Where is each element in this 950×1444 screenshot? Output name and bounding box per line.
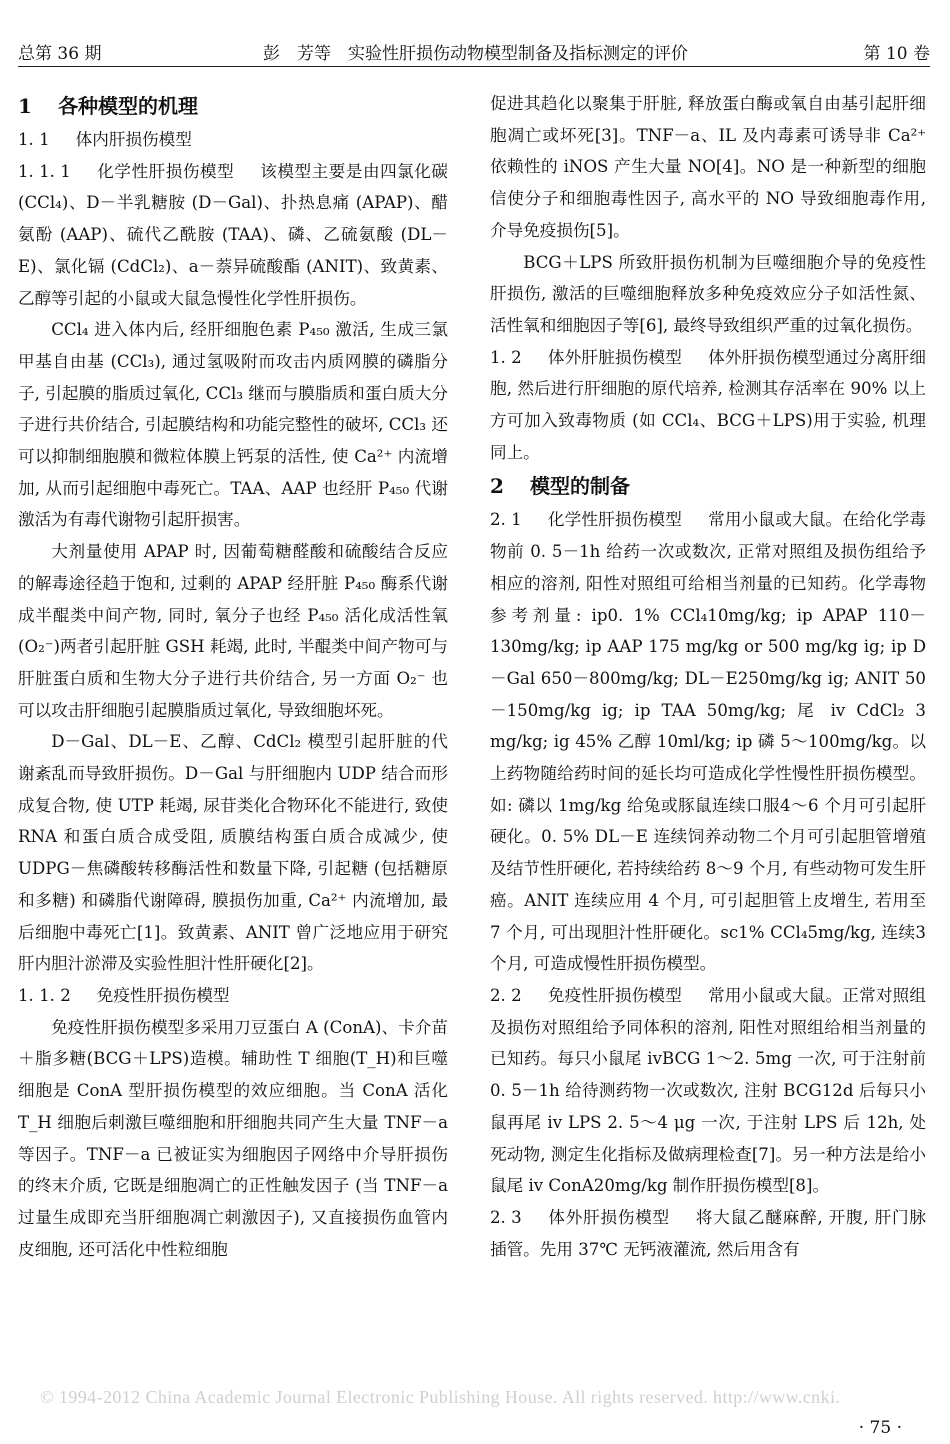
copyright-watermark: © 1994-2012 China Academic Journal Electronic Publishing House. All rights reserved. http://www.cnki. xyxy=(40,1387,841,1407)
section-number: 1 xyxy=(18,94,32,118)
section-number: 2. 3 xyxy=(490,1207,522,1227)
section-number: 1. 1 xyxy=(18,130,50,149)
paragraph: 免疫性肝损伤模型多采用刀豆蛋白 A (ConA)、卡介苗＋脂多糖(BCG＋LPS)造模。辅助性 T 细胞(T_H)和巨噬细胞是 ConA 型肝损伤模型的效应细胞。当 ConA 活化 T_H 细胞后刺激巨噬细胞和肝细胞共同产生大量 TNF－a 等因子。TNF－a 已被证实为细胞因子网络中介导肝损伤的终末介质, 它既是细胞凋亡的正性触发因子 (当 TNF－a 过量生成即充当肝细胞凋亡刺激因子), 又直接损伤血管内皮细胞, 还可活化中性粒细胞 xyxy=(18,1017,448,1259)
section-title: 各种模型的机理 xyxy=(58,94,198,118)
section-number: 2 xyxy=(490,474,504,499)
section-1-1-heading xyxy=(18,124,448,156)
section-1-2-paragraph xyxy=(490,342,926,469)
section-title: 免疫性肝损伤模型 xyxy=(547,985,683,1005)
paragraph: 大剂量使用 APAP 时, 因葡萄糖醛酸和硫酸结合反应的解毒途径趋于饱和, 过剩的 APAP 经肝脏 P₄₅₀ 酶系代谢成半醌类中间产物, 同时, 氧分子也经 P₄₅₀ 活化成活性氧(O₂⁻)两者引起肝脏 GSH 耗竭, 此时, 半醌类中间产物可与肝脏蛋白质和生物大分子进行共价结合, 另一方面 O₂⁻ 也可以攻击肝细胞引起膜脂质过氧化, 导致细胞坏死。 xyxy=(18,542,448,720)
section-title: 化学性肝损伤模型 xyxy=(547,510,683,530)
right-column xyxy=(490,88,926,1265)
section-number: 1. 1. 1 xyxy=(18,161,71,181)
section-number: 1. 2 xyxy=(490,347,522,367)
paragraph: D－Gal、DL－E、乙醇、CdCl₂ 模型引起肝脏的代谢紊乱而导致肝损伤。D－Gal 与肝细胞内 UDP 结合而形成复合物, 使 UTP 耗竭, 尿苷类化合物环化不能进行, 致使 RNA 和蛋白质合成受阻, 质膜结构蛋白质合成减少, 使 UDPG－焦磷酸转移酶活性和数量下降, 引起糖 (包括糖原和多糖) 和磷脂代谢障碍, 膜损伤加重, Ca²⁺ 内流增加, 最后细胞中毒死亡[1]。致黄素、ANIT 曾广泛地应用于研究肝内胆汁淤滞及实验性胆汁性肝硬化[2]。 xyxy=(18,732,448,974)
paragraph-text: 常用小鼠或大鼠。正常对照组及损伤对照组给予同体积的溶剂, 阳性对照组给相当剂量的已知药。每只小鼠尾 ivBCG 1～2. 5mg 一次, 可于注射前 0. 5－1h 给待测药物一次或数次, 注射 BCG12d 后每只小鼠再尾 iv LPS 2. 5～4 μg 一次, 于注射 LPS 后 12h, 处死动物, 测定生化指标及做病理检查[7]。另一种方法是给小鼠尾 iv ConA20mg/kg 制作肝损伤模型[8]。 xyxy=(490,985,927,1196)
page-number: · 75 · xyxy=(858,1418,902,1438)
section-title: 化学性肝损伤模型 xyxy=(96,161,235,181)
section-2-3-paragraph xyxy=(490,1202,926,1265)
section-1-heading xyxy=(18,88,448,124)
article-title-header: 彭 芳等 实验性肝损伤动物模型制备及指标测定的评价 xyxy=(263,44,688,64)
section-title: 体外肝脏损伤模型 xyxy=(547,347,683,367)
section-2-heading xyxy=(490,468,926,504)
section-1-1-2-heading xyxy=(18,980,448,1012)
paragraph: BCG＋LPS 所致肝损伤机制为巨噬细胞介导的免疫性肝损伤, 激活的巨噬细胞释放多种免疫效应分子如活性氮、活性氧和细胞因子等[6], 最终导致组织严重的过氧化损伤。 xyxy=(490,252,926,335)
paragraph-text: 常用小鼠或大鼠。在给化学毒物前 0. 5－1h 给药一次或数次, 正常对照组及损伤组给予相应的溶剂, 阳性对照组可给相当剂量的已知药。化学毒物参考剂量: ip0. 1% CCl₄10mg/kg; ip APAP 110－130mg/kg; ip AAP 175 mg/kg or 500 mg/kg ig; ip D－Gal 650－800mg/kg; DL－E250mg/kg ig; ANIT 50－150mg/kg ig; ip TAA 50mg/kg; 尾 iv CdCl₂ 3 mg/kg; ig 45% 乙醇 10ml/kg; ip 磷 5～100mg/kg。以上药物随给药时间的延长均可造成化学性慢性肝损伤模型。如: 磷以 1mg/kg 给兔或豚鼠连续口服4～6 个月可引起肝硬化。0. 5% DL－E 连续饲养动物二个月可引起胆管增殖及结节性肝硬化, 若持续给药 8～9 个月, 有些动物可发生肝癌。ANIT 连续应用 4 个月, 可引起胆管上皮增生, 若用至 7 个月, 可出现胆汁性肝硬化。sc1% CCl₄5mg/kg, 连续3 个月, 可造成慢性肝损伤模型。 xyxy=(490,510,927,974)
volume-label: 第 10 卷 xyxy=(863,44,930,64)
section-number: 2. 2 xyxy=(490,985,522,1005)
running-header xyxy=(18,38,930,67)
paragraph-text: 体外肝损伤模型通过分离肝细胞, 然后进行肝细胞的原代培养, 检测其存活率在 90% 以上方可加入致毒物质 (如 CCl₄、BCG＋LPS)用于实验, 机理同上。 xyxy=(490,347,927,462)
section-number: 1. 1. 2 xyxy=(18,985,71,1005)
section-number: 2. 1 xyxy=(490,510,522,530)
paragraph-text: 该模型主要是由四氯化碳 (CCl₄)、D－半乳糖胺 (D－Gal)、扑热息痛 (APAP)、醋氨酚 (AAP)、硫代乙酰胺 (TAA)、磷、乙硫氨酸 (DL－E)、氯化镉 (CdCl₂)、a－萘异硫酸酯 (ANIT)、致黄素、乙醇等引起的小鼠或大鼠急慢性化学性肝损伤。 xyxy=(18,161,449,308)
paragraph: 促进其趋化以聚集于肝脏, 释放蛋白酶或氧自由基引起肝细胞凋亡或坏死[3]。TNF－a、IL 及内毒素可诱导非 Ca²⁺ 依赖性的 iNOS 产生大量 NO[4]。NO 是一种新型的细胞信使分子和细胞毒性因子, 高水平的 NO 导致细胞毒作用, 介导免疫损伤[5]。 xyxy=(490,94,926,240)
section-title: 体内肝损伤模型 xyxy=(75,130,192,149)
section-2-2-paragraph xyxy=(490,980,926,1202)
issue-label: 总第 36 期 xyxy=(18,44,102,64)
section-2-1-paragraph xyxy=(490,504,926,980)
paragraph-text: 将大鼠乙醚麻醉, 开腹, 肝门脉插管。先用 37℃ 无钙液灌流, 然后用含有 xyxy=(490,1207,926,1259)
section-title: 模型的制备 xyxy=(530,474,630,499)
left-column xyxy=(18,88,448,1265)
paragraph: CCl₄ 进入体内后, 经肝细胞色素 P₄₅₀ 激活, 生成三氯甲基自由基 (CCl₃), 通过氢吸附而攻击内质网膜的磷脂分子, 引起膜的脂质过氧化, CCl₃ 继而与膜脂质和蛋白质大分子进行共价结合, 引起膜结构和功能完整性的破坏, CCl₃ 还可以抑制细胞膜和微粒体膜上钙泵的活性, 使 Ca²⁺ 内流增加, 从而引起细胞中毒死亡。TAA、AAP 也经肝 P₄₅₀ 代谢激活为有毒代谢物引起肝损害。 xyxy=(18,320,448,530)
section-title: 免疫性肝损伤模型 xyxy=(96,985,230,1005)
section-1-1-1-paragraph xyxy=(18,156,448,315)
section-title: 体外肝损伤模型 xyxy=(547,1207,670,1227)
